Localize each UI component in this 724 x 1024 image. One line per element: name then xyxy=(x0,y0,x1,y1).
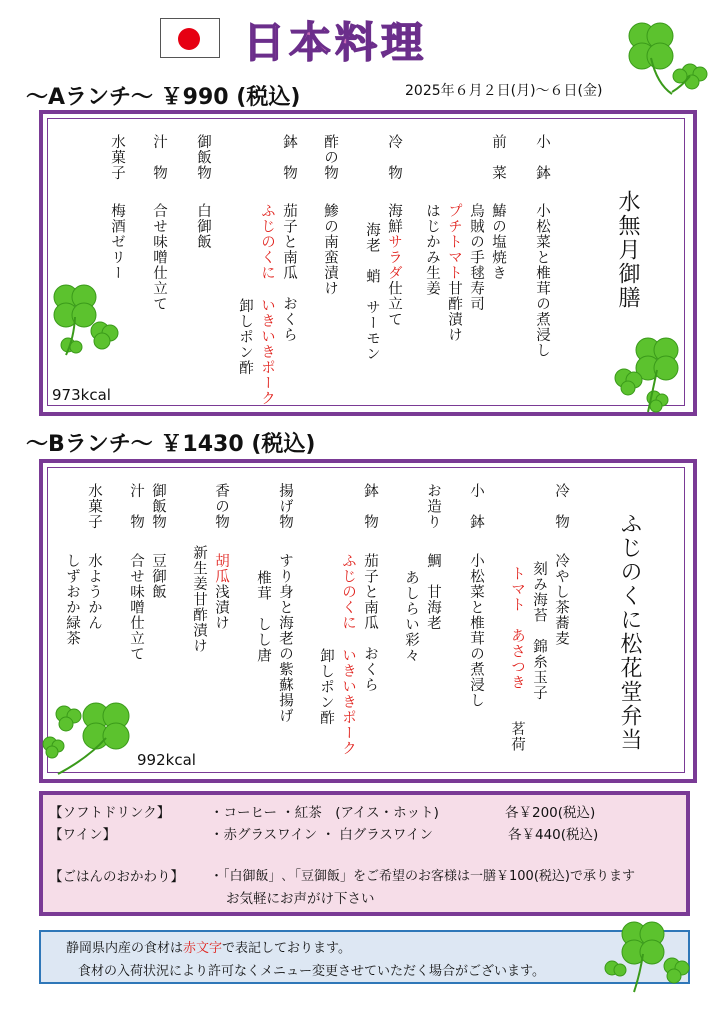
refill-text-2: お気軽にお声がけ下さい xyxy=(226,891,375,907)
course-label: 冷 物 xyxy=(386,134,402,181)
course-item: はじかみ生姜 xyxy=(424,203,440,296)
clover-icon xyxy=(38,700,138,780)
soft-drink-price: 各￥200(税込) xyxy=(505,805,596,821)
date-range: 2025年６月２日(月)～６日(金) xyxy=(405,83,603,99)
lunch-b-menu-title: ふじのくに松花堂弁当 xyxy=(617,512,642,752)
refill-text: ・「白御飯」､「豆御飯」をご希望のお客様は一膳￥100(税込)で承ります xyxy=(210,869,635,884)
course-label: 鉢 物 xyxy=(281,134,297,181)
clover-icon xyxy=(610,336,686,414)
course-label: 汁 物 xyxy=(151,134,167,181)
course-item: 合せ味噌仕立て xyxy=(151,203,167,312)
course-label: お造り xyxy=(425,483,441,530)
course-item: 冷やし茶蕎麦 xyxy=(553,553,569,646)
course-item: 水ようかん xyxy=(86,553,102,631)
course-label: 冷 物 xyxy=(553,483,569,530)
course-label: 小 鉢 xyxy=(468,483,484,530)
course-item: 海老 蛸 サーモン xyxy=(364,222,380,362)
refill-label: 【ごはんのおかわり】 xyxy=(49,869,184,885)
course-item: 小松菜と椎茸の煮浸し xyxy=(534,203,550,358)
lunch-b-calories: 992kcal xyxy=(137,751,196,769)
course-label: 水菓子 xyxy=(86,483,102,530)
wine-price: 各￥440(税込) xyxy=(508,827,599,843)
course-item: 卸しポン酢 xyxy=(318,648,334,726)
soft-drink-label: 【ソフトドリンク】 xyxy=(49,805,171,821)
course-item: 鰆の塩焼き xyxy=(490,203,506,281)
course-label: 鉢 物 xyxy=(362,483,378,530)
course-item-mixed: 胡瓜浅漬け xyxy=(213,553,229,631)
course-item: 合せ味噌仕立て xyxy=(128,553,144,662)
course-item: 椎茸 しし唐 xyxy=(255,570,271,663)
course-label: 御飯物 xyxy=(195,134,211,181)
course-label: 香の物 xyxy=(213,483,229,530)
course-label: 前 菜 xyxy=(490,134,506,181)
lunch-a-menu-title: 水無月御膳 xyxy=(615,190,640,310)
course-label: 水菓子 xyxy=(109,134,125,181)
course-item: 茄子と南瓜 おくら xyxy=(281,203,297,343)
course-label: 揚げ物 xyxy=(277,483,293,530)
lunch-b-heading: ～Bランチ～ ￥1430 (税込) xyxy=(26,432,316,457)
course-item-local: ふじのくに いきいきポーク xyxy=(259,203,275,406)
notice-line-2: 食材の入荷状況により許可なくメニュー変更させていただく場合がございます。 xyxy=(78,964,545,979)
flag-sun-disc xyxy=(178,28,200,50)
lunch-a-calories: 973kcal xyxy=(52,386,111,404)
course-item: 卸しポン酢 xyxy=(237,298,253,376)
course-item-local: ふじのくに いきいきポーク xyxy=(340,553,356,756)
course-item: あしらい彩々 xyxy=(403,570,419,663)
course-item: しずおか緑茶 xyxy=(64,553,80,646)
course-item: 鯛 甘海老 xyxy=(425,553,441,631)
clover-icon xyxy=(600,916,690,994)
lunch-a-heading: ～Aランチ～ ￥990 (税込) xyxy=(26,85,301,110)
course-item-mixed: プチトマト甘酢漬け xyxy=(446,203,462,343)
course-label: 汁 物 xyxy=(128,483,144,530)
course-label: 酢の物 xyxy=(322,134,338,181)
page-title: 日本料理 xyxy=(243,18,428,67)
course-label: 御飯物 xyxy=(150,483,166,530)
course-label: 小 鉢 xyxy=(534,134,550,181)
course-item: 豆御飯 xyxy=(150,553,166,600)
wine-label: 【ワイン】 xyxy=(49,827,117,843)
notice-line-1: 静岡県内産の食材は赤文字で表記しております。 xyxy=(66,941,351,956)
clover-icon xyxy=(44,283,120,359)
soft-drink-items: ・コーヒー ・紅茶 (アイス・ホット) xyxy=(210,805,439,821)
course-item: 新生姜甘酢漬け xyxy=(191,545,207,654)
course-item: 白御飯 xyxy=(195,203,211,250)
course-item-mixed: トマト あさつき 茗荷 xyxy=(509,566,525,752)
course-item: 烏賊の手毬寿司 xyxy=(468,203,484,312)
course-item: 梅酒ゼリー xyxy=(109,203,125,281)
course-item: 刻み海苔 錦糸玉子 xyxy=(531,561,547,701)
wine-items: ・赤グラスワイン ・ 白グラスワイン xyxy=(210,827,433,843)
course-item: 小松菜と椎茸の煮浸し xyxy=(468,553,484,708)
course-item: 茄子と南瓜 おくら xyxy=(362,553,378,693)
course-item: 鯵の南蛮漬け xyxy=(322,203,338,296)
course-item: すり身と海老の紫蘇揚げ xyxy=(277,553,293,724)
clover-icon xyxy=(612,14,708,96)
course-item-mixed: 海鮮サラダ仕立て xyxy=(386,203,402,327)
